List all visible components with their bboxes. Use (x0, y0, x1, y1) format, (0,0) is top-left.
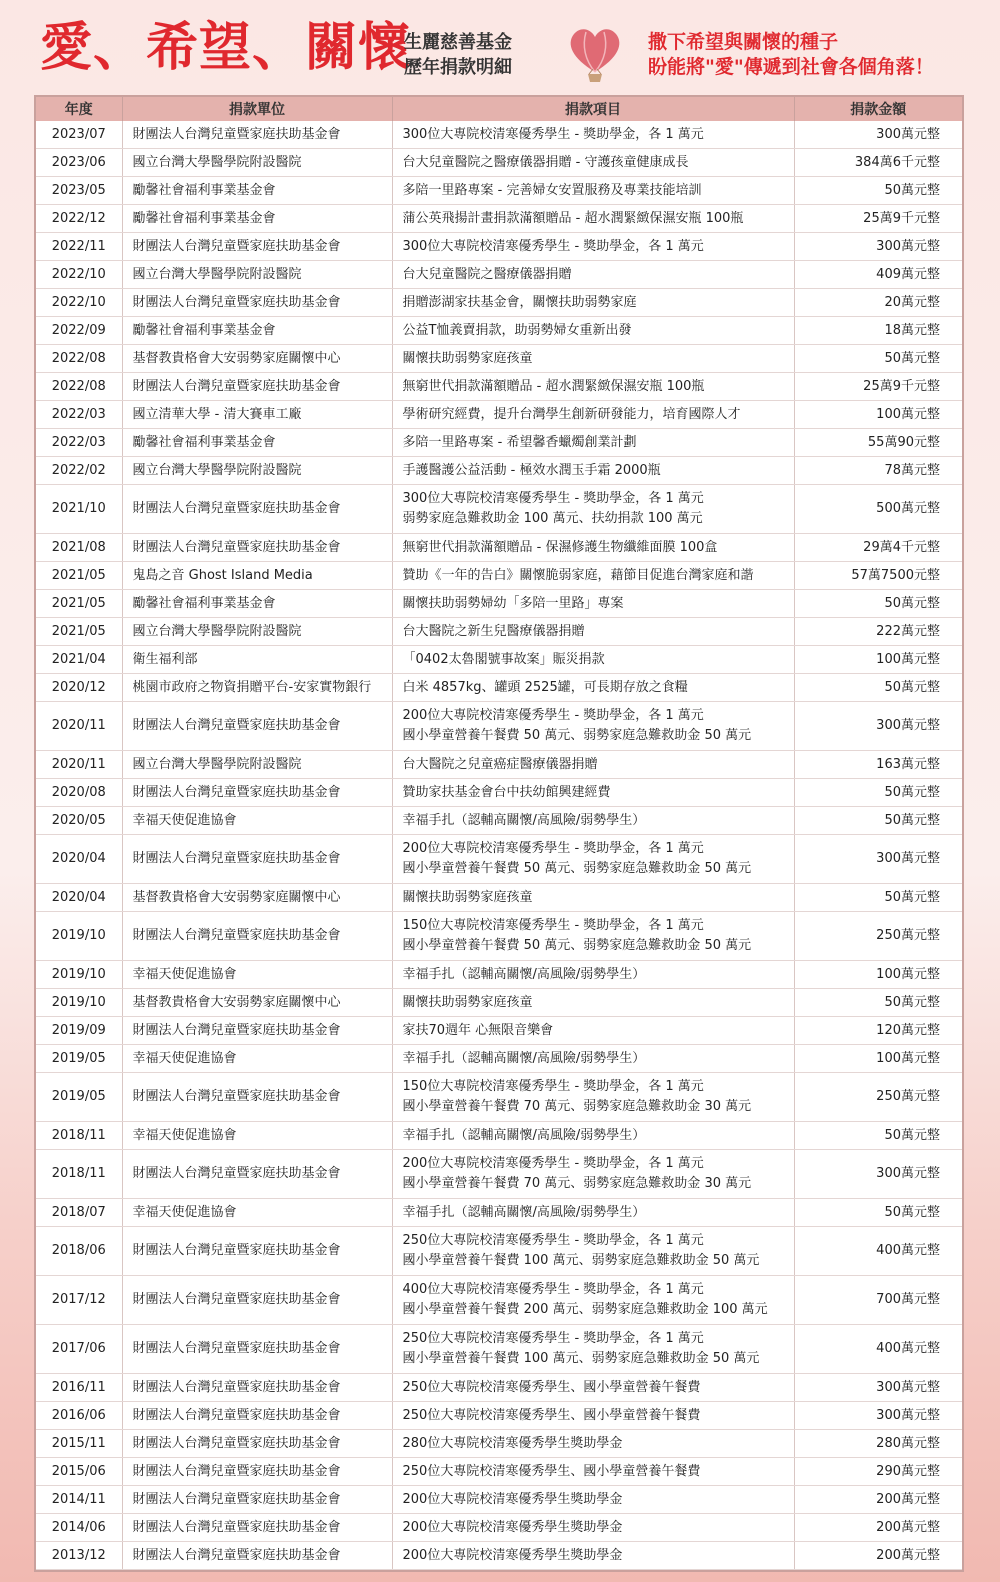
cell-organization: 勵馨社會福利事業基金會 (122, 177, 392, 205)
cell-donation-item (392, 1276, 794, 1325)
cell-date: 2019/10 (36, 989, 122, 1017)
header-donation-item: 捐款項目 (392, 97, 794, 121)
cell-date: 2020/12 (36, 674, 122, 702)
table-row (36, 646, 962, 674)
table-row (36, 261, 962, 289)
cell-amount: 120萬元整 (794, 1017, 962, 1045)
cell-amount: 18萬元整 (794, 317, 962, 345)
cell-donation-item (392, 1374, 794, 1402)
donation-item-line: 白米 4857kg、罐頭 2525罐，可長期存放之食糧 (402, 679, 688, 695)
table-row (36, 702, 962, 751)
cell-date: 2020/11 (36, 702, 122, 751)
donation-item-line: 贊助家扶基金會台中扶幼館興建經費 (402, 784, 611, 800)
cell-donation-item (392, 121, 794, 149)
cell-donation-item (392, 751, 794, 779)
cell-organization: 財團法人台灣兒童暨家庭扶助基金會 (122, 1514, 392, 1542)
heart-balloon-icon (562, 22, 628, 92)
table-row (36, 1374, 962, 1402)
cell-organization: 鬼島之音 Ghost Island Media (122, 562, 392, 590)
table-row (36, 1122, 962, 1150)
cell-amount: 200萬元整 (794, 1486, 962, 1514)
cell-donation-item (392, 702, 794, 751)
cell-amount: 50萬元整 (794, 345, 962, 373)
donation-item-line: 贊助《一年的告白》關懷脆弱家庭，藉節目促進台灣家庭和諧 (402, 567, 754, 583)
table-row (36, 590, 962, 618)
subtitle (404, 30, 512, 80)
cell-donation-item (392, 534, 794, 562)
donation-item-line: 幸福手扎（認輔高關懷/高風險/弱勢學生） (402, 1204, 646, 1220)
donation-item-line: 國小學童營養午餐費 200 萬元、弱勢家庭急難救助金 100 萬元 (402, 1302, 768, 1317)
donation-item-line: 250位大專院校清寒優秀學生、國小學童營養午餐費 (402, 1463, 701, 1479)
table-row (36, 373, 962, 401)
cell-date: 2022/02 (36, 457, 122, 485)
cell-date: 2022/08 (36, 373, 122, 401)
table-row (36, 1458, 962, 1486)
donation-item-line: 300位大專院校清寒優秀學生 - 獎助學金，各 1 萬元 (402, 238, 704, 254)
cell-donation-item (392, 590, 794, 618)
header-year: 年度 (36, 97, 122, 121)
cell-donation-item (392, 1458, 794, 1486)
cell-donation-item (392, 261, 794, 289)
cell-amount: 163萬元整 (794, 751, 962, 779)
cell-donation-item (392, 807, 794, 835)
cell-organization: 財團法人台灣兒童暨家庭扶助基金會 (122, 534, 392, 562)
table-row (36, 457, 962, 485)
table-row (36, 1486, 962, 1514)
cell-donation-item (392, 618, 794, 646)
cell-amount: 300萬元整 (794, 702, 962, 751)
donation-item-line: 多陪一里路專案 - 希望馨香蠟燭創業計劃 (402, 434, 637, 450)
cell-donation-item (392, 1199, 794, 1227)
donation-item-line: 200位大專院校清寒優秀學生 - 獎助學金，各 1 萬元 (402, 1156, 704, 1171)
cell-organization: 財團法人台灣兒童暨家庭扶助基金會 (122, 1402, 392, 1430)
cell-donation-item (392, 884, 794, 912)
cell-organization: 國立清華大學 - 清大賽車工廠 (122, 401, 392, 429)
donation-item-line: 學術研究經費，提升台灣學生創新研發能力，培育國際人才 (402, 406, 741, 422)
donation-item-line: 300位大專院校清寒優秀學生 - 獎助學金，各 1 萬元 (402, 491, 704, 506)
table-row (36, 912, 962, 961)
cell-date: 2022/10 (36, 289, 122, 317)
cell-organization: 財團法人台灣兒童暨家庭扶助基金會 (122, 289, 392, 317)
table-row (36, 534, 962, 562)
cell-donation-item (392, 429, 794, 457)
cell-date: 2017/06 (36, 1325, 122, 1374)
table-row (36, 177, 962, 205)
cell-amount: 500萬元整 (794, 485, 962, 534)
cell-donation-item (392, 674, 794, 702)
cell-amount: 100萬元整 (794, 401, 962, 429)
cell-amount: 100萬元整 (794, 646, 962, 674)
cell-date: 2020/05 (36, 807, 122, 835)
table-row (36, 1402, 962, 1430)
cell-date: 2019/09 (36, 1017, 122, 1045)
cell-donation-item (392, 1150, 794, 1199)
table-row (36, 149, 962, 177)
cell-amount: 400萬元整 (794, 1325, 962, 1374)
cell-donation-item (392, 779, 794, 807)
table-row (36, 317, 962, 345)
cell-organization: 衛生福利部 (122, 646, 392, 674)
cell-organization: 財團法人台灣兒童暨家庭扶助基金會 (122, 1227, 392, 1276)
table-row (36, 751, 962, 779)
cell-amount: 29萬4千元整 (794, 534, 962, 562)
cell-amount: 100萬元整 (794, 961, 962, 989)
cell-donation-item (392, 961, 794, 989)
cell-donation-item (392, 317, 794, 345)
cell-date: 2022/08 (36, 345, 122, 373)
subtitle-line-1: 生麗慈善基金 (404, 32, 512, 53)
donation-item-line: 手護醫護公益活動 - 極效水潤玉手霜 2000瓶 (402, 462, 661, 478)
cell-amount: 250萬元整 (794, 1073, 962, 1122)
donation-table-container (34, 95, 964, 1572)
cell-donation-item (392, 1325, 794, 1374)
donation-item-line: 台大兒童醫院之醫療儀器捐贈 (402, 266, 572, 282)
cell-donation-item (392, 1045, 794, 1073)
cell-date: 2023/05 (36, 177, 122, 205)
cell-amount: 300萬元整 (794, 1374, 962, 1402)
cell-organization: 財團法人台灣兒童暨家庭扶助基金會 (122, 1430, 392, 1458)
cell-amount: 700萬元整 (794, 1276, 962, 1325)
cell-amount: 384萬6千元整 (794, 149, 962, 177)
cell-organization: 勵馨社會福利事業基金會 (122, 590, 392, 618)
cell-amount: 200萬元整 (794, 1542, 962, 1570)
cell-date: 2022/10 (36, 261, 122, 289)
cell-date: 2022/03 (36, 401, 122, 429)
donation-item-line: 多陪一里路專案 - 完善婦女安置服務及專業技能培訓 (402, 182, 702, 198)
cell-donation-item (392, 345, 794, 373)
cell-date: 2020/08 (36, 779, 122, 807)
cell-amount: 55萬90元整 (794, 429, 962, 457)
cell-organization: 幸福天使促進協會 (122, 807, 392, 835)
cell-organization: 國立台灣大學醫學院附設醫院 (122, 618, 392, 646)
cell-amount: 300萬元整 (794, 1402, 962, 1430)
cell-date: 2021/05 (36, 618, 122, 646)
donation-item-line: 國小學童營養午餐費 50 萬元、弱勢家庭急難救助金 50 萬元 (402, 728, 752, 743)
cell-organization: 國立台灣大學醫學院附設醫院 (122, 149, 392, 177)
table-row (36, 1073, 962, 1122)
cell-donation-item (392, 1430, 794, 1458)
cell-donation-item (392, 1514, 794, 1542)
cell-organization: 基督教貴格會大安弱勢家庭關懷中心 (122, 345, 392, 373)
cell-donation-item (392, 1542, 794, 1570)
cell-date: 2018/06 (36, 1227, 122, 1276)
cell-amount: 400萬元整 (794, 1227, 962, 1276)
table-row (36, 205, 962, 233)
donation-item-line: 幸福手扎（認輔高關懷/高風險/弱勢學生） (402, 1050, 646, 1066)
cell-amount: 50萬元整 (794, 1199, 962, 1227)
cell-amount: 50萬元整 (794, 1122, 962, 1150)
cell-date: 2016/06 (36, 1402, 122, 1430)
donation-item-line: 公益T恤義賣捐款，助弱勢婦女重新出發 (402, 322, 632, 338)
table-row (36, 989, 962, 1017)
cell-organization: 勵馨社會福利事業基金會 (122, 317, 392, 345)
donation-item-line: 關懷扶助弱勢家庭孩童 (402, 889, 533, 905)
table-row (36, 233, 962, 261)
donation-item-line: 無窮世代捐款滿額贈品 - 保濕修護生物纖維面膜 100盒 (402, 539, 718, 555)
donation-item-line: 國小學童營養午餐費 100 萬元、弱勢家庭急難救助金 50 萬元 (402, 1351, 760, 1366)
cell-date: 2022/11 (36, 233, 122, 261)
cell-donation-item (392, 1227, 794, 1276)
main-title: 愛、希望、關懷 (40, 17, 412, 78)
cell-donation-item (392, 989, 794, 1017)
table-row (36, 429, 962, 457)
donation-table (36, 97, 962, 1570)
cell-organization: 國立台灣大學醫學院附設醫院 (122, 261, 392, 289)
table-row (36, 1430, 962, 1458)
slogan-line-2: 盼能將"愛"傳遞到社會各個角落！ (648, 56, 934, 78)
cell-amount: 290萬元整 (794, 1458, 962, 1486)
table-row (36, 674, 962, 702)
cell-date: 2022/12 (36, 205, 122, 233)
cell-organization: 財團法人台灣兒童暨家庭扶助基金會 (122, 1542, 392, 1570)
cell-amount: 50萬元整 (794, 590, 962, 618)
table-row (36, 1325, 962, 1374)
cell-date: 2021/04 (36, 646, 122, 674)
cell-date: 2021/05 (36, 562, 122, 590)
cell-organization: 基督教貴格會大安弱勢家庭關懷中心 (122, 989, 392, 1017)
cell-date: 2019/10 (36, 961, 122, 989)
table-row (36, 121, 962, 149)
header-organization: 捐款單位 (122, 97, 392, 121)
cell-organization: 幸福天使促進協會 (122, 1122, 392, 1150)
table-row (36, 485, 962, 534)
cell-organization: 勵馨社會福利事業基金會 (122, 429, 392, 457)
donation-item-line: 250位大專院校清寒優秀學生、國小學童營養午餐費 (402, 1379, 701, 1395)
cell-organization: 國立台灣大學醫學院附設醫院 (122, 457, 392, 485)
cell-donation-item (392, 1122, 794, 1150)
table-row (36, 618, 962, 646)
cell-organization: 桃園市政府之物資捐贈平台-安家實物銀行 (122, 674, 392, 702)
cell-date: 2022/03 (36, 429, 122, 457)
cell-organization: 財團法人台灣兒童暨家庭扶助基金會 (122, 1073, 392, 1122)
cell-organization: 幸福天使促進協會 (122, 961, 392, 989)
cell-donation-item (392, 233, 794, 261)
table-row (36, 401, 962, 429)
donation-item-line: 關懷扶助弱勢家庭孩童 (402, 994, 533, 1010)
table-row (36, 1276, 962, 1325)
cell-organization: 財團法人台灣兒童暨家庭扶助基金會 (122, 779, 392, 807)
donation-item-line: 台大兒童醫院之醫療儀器捐贈 - 守護孩童健康成長 (402, 154, 689, 170)
table-row (36, 1199, 962, 1227)
cell-donation-item (392, 373, 794, 401)
table-row (36, 1150, 962, 1199)
donation-item-line: 國小學童營養午餐費 70 萬元、弱勢家庭急難救助金 30 萬元 (402, 1099, 752, 1114)
cell-organization: 財團法人台灣兒童暨家庭扶助基金會 (122, 1325, 392, 1374)
donation-item-line: 280位大專院校清寒優秀學生獎助學金 (402, 1435, 623, 1451)
slogan (648, 30, 934, 80)
cell-amount: 78萬元整 (794, 457, 962, 485)
table-row (36, 835, 962, 884)
donation-item-line: 台大醫院之兒童癌症醫療儀器捐贈 (402, 756, 598, 772)
cell-amount: 50萬元整 (794, 884, 962, 912)
cell-amount: 300萬元整 (794, 233, 962, 261)
donation-item-line: 幸福手扎（認輔高關懷/高風險/弱勢學生） (402, 812, 646, 828)
cell-organization: 財團法人台灣兒童暨家庭扶助基金會 (122, 1458, 392, 1486)
cell-amount: 50萬元整 (794, 674, 962, 702)
donation-item-line: 「0402太魯閣號事故案」賑災捐款 (402, 651, 605, 667)
cell-organization: 幸福天使促進協會 (122, 1045, 392, 1073)
table-row (36, 807, 962, 835)
table-header-row (36, 97, 962, 121)
cell-amount: 57萬7500元整 (794, 562, 962, 590)
cell-donation-item (392, 401, 794, 429)
donation-item-line: 蒲公英飛揚計畫捐款滿額贈品 - 超水潤緊緻保濕安瓶 100瓶 (402, 210, 744, 226)
table-row (36, 289, 962, 317)
donation-item-line: 國小學童營養午餐費 50 萬元、弱勢家庭急難救助金 50 萬元 (402, 861, 752, 876)
cell-organization: 財團法人台灣兒童暨家庭扶助基金會 (122, 121, 392, 149)
cell-date: 2014/11 (36, 1486, 122, 1514)
cell-amount: 20萬元整 (794, 289, 962, 317)
cell-organization: 基督教貴格會大安弱勢家庭關懷中心 (122, 884, 392, 912)
cell-date: 2021/08 (36, 534, 122, 562)
cell-date: 2018/11 (36, 1122, 122, 1150)
cell-donation-item (392, 289, 794, 317)
cell-donation-item (392, 1017, 794, 1045)
page-header (0, 0, 1000, 95)
cell-date: 2021/05 (36, 590, 122, 618)
donation-item-line: 400位大專院校清寒優秀學生 - 獎助學金，各 1 萬元 (402, 1282, 704, 1297)
table-row (36, 884, 962, 912)
cell-date: 2014/06 (36, 1514, 122, 1542)
table-row (36, 779, 962, 807)
cell-organization: 幸福天使促進協會 (122, 1199, 392, 1227)
cell-amount: 300萬元整 (794, 1150, 962, 1199)
cell-date: 2017/12 (36, 1276, 122, 1325)
donation-item-line: 250位大專院校清寒優秀學生、國小學童營養午餐費 (402, 1407, 701, 1423)
cell-organization: 財團法人台灣兒童暨家庭扶助基金會 (122, 233, 392, 261)
table-row (36, 345, 962, 373)
table-row (36, 1227, 962, 1276)
cell-amount: 222萬元整 (794, 618, 962, 646)
cell-organization: 勵馨社會福利事業基金會 (122, 205, 392, 233)
slogan-line-1: 撒下希望與關懷的種子 (648, 31, 839, 53)
donation-item-line: 台大醫院之新生兒醫療儀器捐贈 (402, 623, 585, 639)
cell-amount: 409萬元整 (794, 261, 962, 289)
cell-organization: 財團法人台灣兒童暨家庭扶助基金會 (122, 1374, 392, 1402)
cell-date: 2019/10 (36, 912, 122, 961)
donation-item-line: 捐贈澎湖家扶基金會，關懷扶助弱勢家庭 (402, 294, 637, 310)
cell-donation-item (392, 149, 794, 177)
cell-date: 2022/09 (36, 317, 122, 345)
table-row (36, 562, 962, 590)
cell-amount: 25萬9千元整 (794, 205, 962, 233)
table-row (36, 1514, 962, 1542)
donation-item-line: 300位大專院校清寒優秀學生 - 獎助學金，各 1 萬元 (402, 126, 704, 142)
table-row (36, 1542, 962, 1570)
cell-amount: 50萬元整 (794, 989, 962, 1017)
cell-organization: 國立台灣大學醫學院附設醫院 (122, 751, 392, 779)
cell-donation-item (392, 485, 794, 534)
cell-date: 2018/07 (36, 1199, 122, 1227)
cell-donation-item (392, 1402, 794, 1430)
cell-date: 2019/05 (36, 1073, 122, 1122)
cell-organization: 財團法人台灣兒童暨家庭扶助基金會 (122, 1486, 392, 1514)
cell-donation-item (392, 177, 794, 205)
cell-donation-item (392, 646, 794, 674)
donation-item-line: 國小學童營養午餐費 50 萬元、弱勢家庭急難救助金 50 萬元 (402, 938, 752, 953)
cell-donation-item (392, 205, 794, 233)
cell-donation-item (392, 912, 794, 961)
table-row (36, 1017, 962, 1045)
cell-donation-item (392, 1486, 794, 1514)
cell-organization: 財團法人台灣兒童暨家庭扶助基金會 (122, 835, 392, 884)
donation-item-line: 200位大專院校清寒優秀學生獎助學金 (402, 1547, 623, 1563)
cell-organization: 財團法人台灣兒童暨家庭扶助基金會 (122, 912, 392, 961)
cell-organization: 財團法人台灣兒童暨家庭扶助基金會 (122, 1150, 392, 1199)
cell-date: 2020/04 (36, 835, 122, 884)
cell-organization: 財團法人台灣兒童暨家庭扶助基金會 (122, 1017, 392, 1045)
donation-item-line: 200位大專院校清寒優秀學生獎助學金 (402, 1519, 623, 1535)
donation-item-line: 150位大專院校清寒優秀學生 - 獎助學金，各 1 萬元 (402, 1079, 704, 1094)
donation-item-line: 200位大專院校清寒優秀學生 - 獎助學金，各 1 萬元 (402, 841, 704, 856)
cell-donation-item (392, 562, 794, 590)
donation-item-line: 關懷扶助弱勢婦幼「多陪一里路」專案 (402, 595, 624, 611)
donation-item-line: 家扶70週年 心無限音樂會 (402, 1022, 554, 1038)
cell-date: 2021/10 (36, 485, 122, 534)
cell-date: 2015/06 (36, 1458, 122, 1486)
cell-amount: 300萬元整 (794, 835, 962, 884)
cell-date: 2019/05 (36, 1045, 122, 1073)
cell-amount: 50萬元整 (794, 807, 962, 835)
subtitle-line-2: 歷年捐款明細 (404, 57, 512, 78)
donation-item-line: 150位大專院校清寒優秀學生 - 獎助學金，各 1 萬元 (402, 918, 704, 933)
cell-donation-item (392, 457, 794, 485)
cell-amount: 25萬9千元整 (794, 373, 962, 401)
table-body (36, 121, 962, 1570)
cell-organization: 財團法人台灣兒童暨家庭扶助基金會 (122, 1276, 392, 1325)
cell-organization: 財團法人台灣兒童暨家庭扶助基金會 (122, 485, 392, 534)
donation-item-line: 250位大專院校清寒優秀學生 - 獎助學金，各 1 萬元 (402, 1331, 704, 1346)
donation-item-line: 弱勢家庭急難救助金 100 萬元、扶幼捐款 100 萬元 (402, 511, 703, 526)
cell-organization: 財團法人台灣兒童暨家庭扶助基金會 (122, 702, 392, 751)
table-row (36, 1045, 962, 1073)
donation-item-line: 幸福手扎（認輔高關懷/高風險/弱勢學生） (402, 966, 646, 982)
donation-item-line: 250位大專院校清寒優秀學生 - 獎助學金，各 1 萬元 (402, 1233, 704, 1248)
cell-amount: 200萬元整 (794, 1514, 962, 1542)
donation-item-line: 200位大專院校清寒優秀學生 - 獎助學金，各 1 萬元 (402, 708, 704, 723)
cell-donation-item (392, 835, 794, 884)
cell-date: 2015/11 (36, 1430, 122, 1458)
donation-item-line: 國小學童營養午餐費 100 萬元、弱勢家庭急難救助金 50 萬元 (402, 1253, 760, 1268)
donation-item-line: 幸福手扎（認輔高關懷/高風險/弱勢學生） (402, 1127, 646, 1143)
cell-amount: 50萬元整 (794, 177, 962, 205)
cell-amount: 100萬元整 (794, 1045, 962, 1073)
cell-donation-item (392, 1073, 794, 1122)
cell-date: 2016/11 (36, 1374, 122, 1402)
cell-date: 2020/11 (36, 751, 122, 779)
table-row (36, 961, 962, 989)
cell-date: 2023/07 (36, 121, 122, 149)
donation-item-line: 關懷扶助弱勢家庭孩童 (402, 350, 533, 366)
cell-amount: 250萬元整 (794, 912, 962, 961)
donation-item-line: 200位大專院校清寒優秀學生獎助學金 (402, 1491, 623, 1507)
cell-organization: 財團法人台灣兒童暨家庭扶助基金會 (122, 373, 392, 401)
cell-date: 2018/11 (36, 1150, 122, 1199)
donation-item-line: 國小學童營養午餐費 70 萬元、弱勢家庭急難救助金 30 萬元 (402, 1176, 752, 1191)
cell-date: 2020/04 (36, 884, 122, 912)
cell-amount: 280萬元整 (794, 1430, 962, 1458)
cell-amount: 50萬元整 (794, 779, 962, 807)
header-amount: 捐款金額 (794, 97, 962, 121)
donation-item-line: 無窮世代捐款滿額贈品 - 超水潤緊緻保濕安瓶 100瓶 (402, 378, 705, 394)
cell-date: 2013/12 (36, 1542, 122, 1570)
cell-amount: 300萬元整 (794, 121, 962, 149)
cell-date: 2023/06 (36, 149, 122, 177)
